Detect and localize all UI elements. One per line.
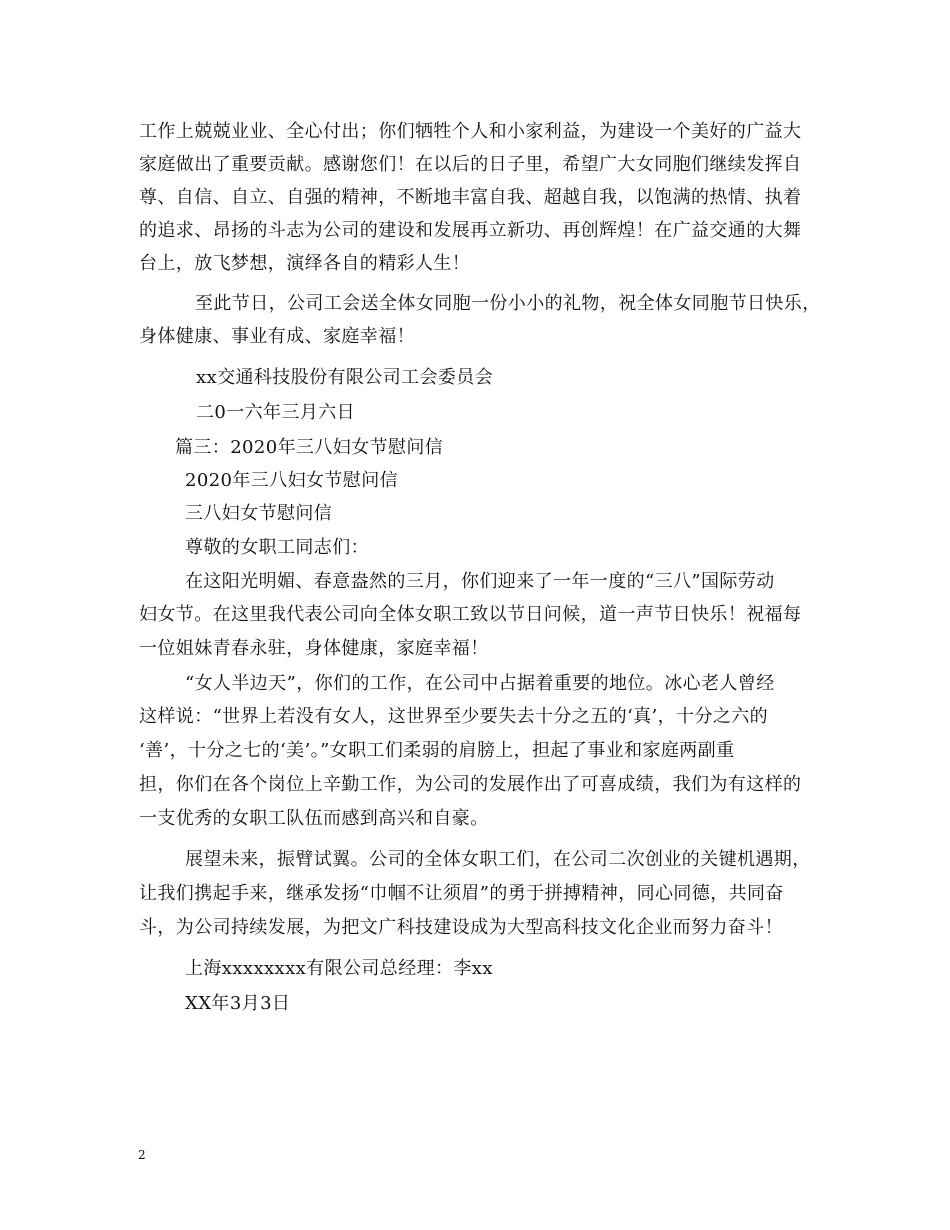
- paragraph-line-9: 妇女节。在这里我代表公司向全体女职工致以节日问候，道一声节日快乐！祝福每: [139, 604, 802, 625]
- paragraph-line-6: 至此节日，公司工会送全体女同胞一份小小的礼物，祝全体女同胞节日快乐，: [195, 293, 821, 314]
- paragraph-line-1: 工作上兢兢业业、全心付出；你们牺牲个人和小家利益，为建设一个美好的广益大: [139, 121, 802, 142]
- letter-title: 2020年三八妇女节慰问信: [185, 470, 399, 491]
- page-number: 2: [138, 1148, 146, 1162]
- paragraph-line-3: 尊、自信、自立、自强的精神，不断地丰富自我、超越自我，以饱满的热情、执着: [139, 187, 802, 208]
- section-heading: 篇三：2020年三八妇女节慰问信: [175, 437, 444, 458]
- signature-date: 二0一六年三月六日: [196, 402, 356, 423]
- paragraph-line-4: 的追求、昂扬的斗志为公司的建设和发展再立新功、再创辉煌！在广益交通的大舞: [139, 220, 802, 241]
- paragraph-line-14: 担，你们在各个岗位上辛勤工作，为公司的发展作出了可喜成绩，我们为有这样的: [139, 774, 802, 795]
- paragraph-line-16: 展望未来，振臂试翼。公司的全体女职工们，在公司二次创业的关键机遇期，: [185, 849, 811, 870]
- paragraph-line-2: 家庭做出了重要贡献。感谢您们！在以后的日子里，希望广大女同胞们继续发挥自: [139, 154, 802, 175]
- paragraph-line-15: 一支优秀的女职工队伍而感到高兴和自豪。: [139, 808, 489, 829]
- paragraph-line-17: 让我们携起手来，继承发扬“巾帼不让须眉”的勇于拼搏精神，同心同德，共同奋: [139, 883, 784, 904]
- paragraph-line-18: 斗，为公司持续发展，为把文广科技建设成为大型高科技文化企业而努力奋斗！: [139, 917, 783, 938]
- paragraph-line-5: 台上，放飞梦想，演绎各自的精彩人生！: [139, 253, 471, 274]
- salutation: 尊敬的女职工同志们：: [185, 537, 369, 558]
- signature-org: xx交通科技股份有限公司工会委员会: [196, 367, 494, 388]
- letter-subtitle: 三八妇女节慰问信: [185, 503, 333, 524]
- paragraph-line-13: ‘善’，十分之七的‘美’。”女职工们柔弱的肩膀上，担起了事业和家庭两副重: [139, 740, 735, 761]
- closing-date: XX年3月3日: [185, 993, 291, 1014]
- paragraph-line-8: 在这阳光明媚、春意盎然的三月，你们迎来了一年一度的“三八”国际劳动: [185, 571, 775, 592]
- paragraph-line-11: “女人半边天”，你们的工作，在公司中占据着重要的地位。冰心老人曾经: [185, 673, 775, 694]
- paragraph-line-12: 这样说：“世界上若没有女人，这世界至少要失去十分之五的‘真’，十分之六的: [139, 706, 769, 727]
- paragraph-line-10: 一位姐妹青春永驻，身体健康，家庭幸福！: [139, 638, 489, 659]
- paragraph-line-7: 身体健康、事业有成、家庭幸福！: [139, 326, 415, 347]
- closing-signature: 上海xxxxxxxx有限公司总经理：李xx: [185, 958, 493, 979]
